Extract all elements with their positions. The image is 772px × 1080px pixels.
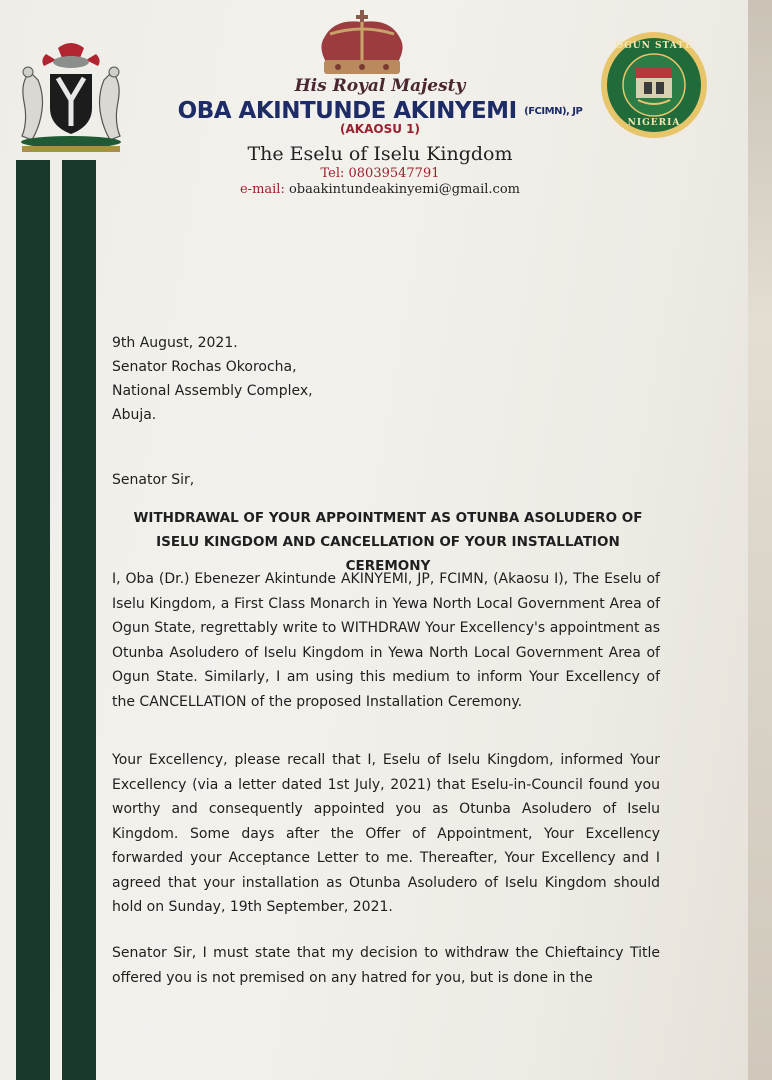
crown-icon [316,8,408,78]
subject-line: WITHDRAWAL OF YOUR APPOINTMENT AS OTUNBA ASOLUDERO OF [133,510,643,526]
seal-bottom-text: NIGERIA [627,118,681,128]
kingdom-title: The Eselu of Iselu Kingdom [247,143,513,165]
address-line: National Assembly Complex, [112,383,313,399]
coat-of-arms-icon [8,38,134,156]
background-surface [748,0,772,1080]
letter-date: 9th August, 2021. [112,335,238,351]
address-line: Senator Rochas Okorocha, [112,359,297,375]
recipient-address [112,331,660,427]
subject-line: ISELU KINGDOM AND CANCELLATION OF YOUR INSTALLATION CEREMONY [156,534,620,574]
monarch-name-suffix: (FCIMN), JP [524,106,583,117]
address-line: Abuja. [112,407,157,423]
green-margin-stripe [62,160,96,1080]
seal-label-overlay [598,30,710,140]
telephone: Tel: 08039547791 [320,166,440,181]
salutation: Senator Sir, [112,472,195,488]
regnal-title: (AKAOSU 1) [340,122,420,136]
email-line [160,182,600,197]
email-address: obaakintundeakinyemi@gmail.com [288,182,520,197]
email-label: e-mail: [239,182,285,197]
body-paragraph: I, Oba (Dr.) Ebenezer Akintunde AKINYEMI, JP, FCIMN, (Akaosu I), The Eselu of Iselu Kingdom, a First Class Monarch in Yewa North Local Government Area of Ogun State, regrettably write to WITHDRAW Your Excellency's appointment as Otunba Asoludero of Iselu Kingdom in Yewa North Local Government Area of Ogun State. Similarly, I am using this medium to inform Your Excellency of the CANCELLATION of the proposed Installation Ceremony. [112,571,660,710]
seal-top-text: OGUN STATE [615,41,693,51]
body-paragraph: Senator Sir, I must state that my decision to withdraw the Chieftaincy Title offered you is not premised on any hatred for you, but is done in the [112,945,660,986]
monarch-name [160,98,600,124]
green-margin-stripe [16,160,50,1080]
body-paragraph: Your Excellency, please recall that I, Eselu of Iselu Kingdom, informed Your Excellency (via a letter dated 1st July, 2021) that Eselu-in-Council found you worthy and consequently appointed you as Otunba Asoludero of Iselu Kingdom. Some days after the Offer of Appointment, Your Excellency forwarded your Acceptance Letter to me. Thereafter, Your Excellency and I agreed that your installation as Otunba Asoludero of Iselu Kingdom should hold on Sunday, 19th September, 2021. [112,752,660,915]
honorific: His Royal Majesty [294,76,466,96]
monarch-name-text: OBA AKINTUNDE AKINYEMI [177,98,517,124]
